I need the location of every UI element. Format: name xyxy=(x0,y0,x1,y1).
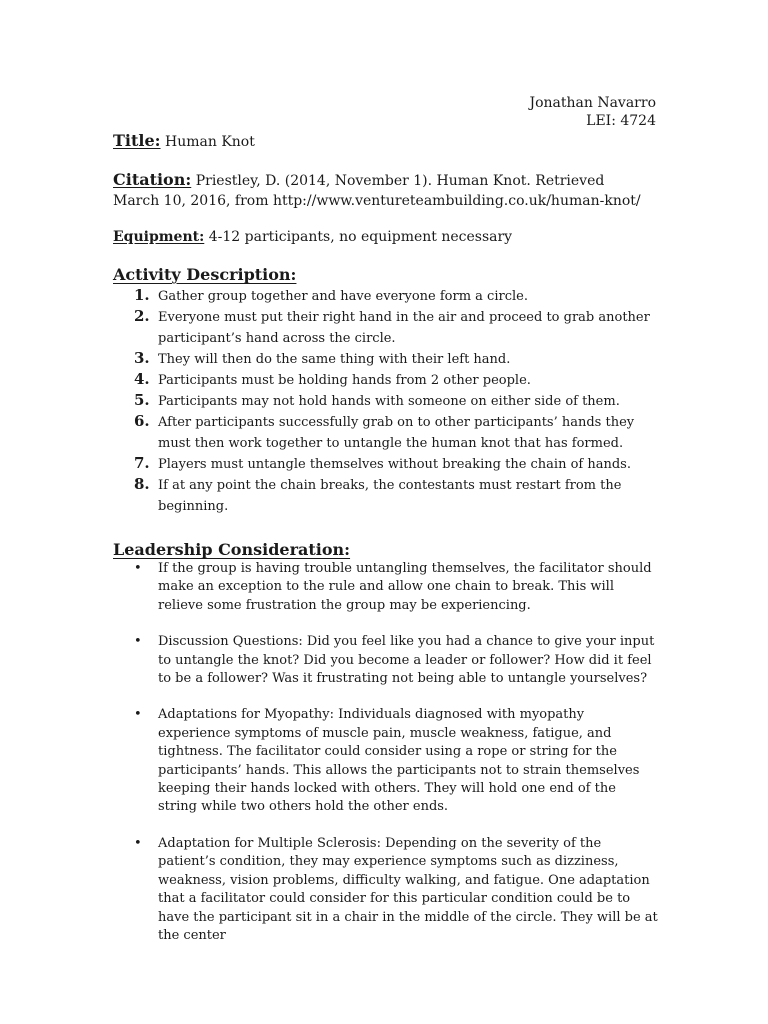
activity-step xyxy=(113,370,658,391)
title-line xyxy=(113,130,255,153)
step-text: Participants may not hold hands with someone on either side of them. xyxy=(158,394,620,409)
title-label: Title: xyxy=(113,131,161,150)
citation-label: Citation: xyxy=(113,170,192,189)
activity-step xyxy=(113,307,658,349)
step-text: After participants successfully grab on to other participants’ hands they must then work together to untangle the human knot that has formed. xyxy=(158,415,635,451)
step-number: 3. xyxy=(134,349,150,367)
activity-step xyxy=(113,412,658,454)
leadership-list xyxy=(113,560,658,963)
step-number: 7. xyxy=(134,454,150,472)
step-number: 4. xyxy=(134,370,150,388)
step-number: 1. xyxy=(134,286,150,304)
step-text: If at any point the chain breaks, the contestants must restart from the beginning. xyxy=(158,478,622,514)
leadership-item xyxy=(113,560,658,615)
bullet-icon: • xyxy=(134,561,142,576)
step-text: Everyone must put their right hand in the air and proceed to grab another participant’s hand across the circle. xyxy=(158,310,650,346)
leadership-heading: Leadership Consideration: xyxy=(113,540,351,559)
equipment-label: Equipment: xyxy=(113,229,205,245)
bullet-icon: • xyxy=(134,707,142,723)
title-value: Human Knot xyxy=(165,134,255,150)
equipment-line xyxy=(113,227,512,247)
step-number: 5. xyxy=(134,391,150,409)
step-text: Gather group together and have everyone form a circle. xyxy=(158,289,528,304)
step-text: They will then do the same thing with their left hand. xyxy=(158,352,511,367)
activity-step xyxy=(113,454,658,475)
step-text: Participants must be holding hands from 2 other people. xyxy=(158,373,531,388)
leadership-item xyxy=(113,706,658,816)
activity-step xyxy=(113,286,658,307)
leadership-item xyxy=(113,835,658,945)
citation-block xyxy=(113,170,653,211)
activity-heading: Activity Description: xyxy=(113,265,297,284)
equipment-text: 4-12 participants, no equipment necessary xyxy=(208,229,513,245)
leadership-item-text: Discussion Questions: Did you feel like you had a chance to give your input to untangle the knot? Did you become a leader or follower? How did it feel to be a follower? Was it frustrating not being able to untangle yourselves? xyxy=(158,634,655,687)
citation-text: Priestley, D. (2014, November 1). Human Knot. Retrieved March 10, 2016, from http://www.ventureteambuilding.co.uk/human-knot/ xyxy=(113,173,641,209)
bullet-icon: • xyxy=(134,835,142,851)
author-block xyxy=(529,94,656,130)
author-lei: LEI: 4724 xyxy=(586,113,656,129)
activity-steps-list xyxy=(113,286,658,517)
bullet-icon: • xyxy=(134,634,142,650)
activity-step xyxy=(113,391,658,412)
author-name: Jonathan Navarro xyxy=(529,95,656,111)
step-number: 6. xyxy=(134,412,150,430)
leadership-item-text: Adaptations for Myopathy: Individuals diagnosed with myopathy experience symptoms of muscle pain, muscle weakness, fatigue, and tightness. The facilitator could consider using a rope or string for the participants’ hands. This allows the participants not to strain themselves keeping their hands locked with others. They will hold one end of the string while two others hold the other ends. xyxy=(158,707,640,815)
step-number: 8. xyxy=(134,475,150,493)
leadership-item-text: Adaptation for Multiple Sclerosis: Depending on the severity of the patient’s condition, they may experience symptoms such as dizziness, weakness, vision problems, difficulty walking, and fatigue. One adaptation that a facilitator could consider for this particular condition could be to have the participant sit in a chair in the middle of the circle. They will be at the center xyxy=(158,835,658,943)
activity-step xyxy=(113,475,658,517)
leadership-item-text: If the group is having trouble untangling themselves, the facilitator should make an exception to the rule and allow one chain to break. This will relieve some frustration the group may be experiencing. xyxy=(158,561,652,613)
activity-step xyxy=(113,349,658,370)
step-number: 2. xyxy=(134,307,150,325)
leadership-item xyxy=(113,633,658,688)
step-text: Players must untangle themselves without breaking the chain of hands. xyxy=(158,457,631,472)
